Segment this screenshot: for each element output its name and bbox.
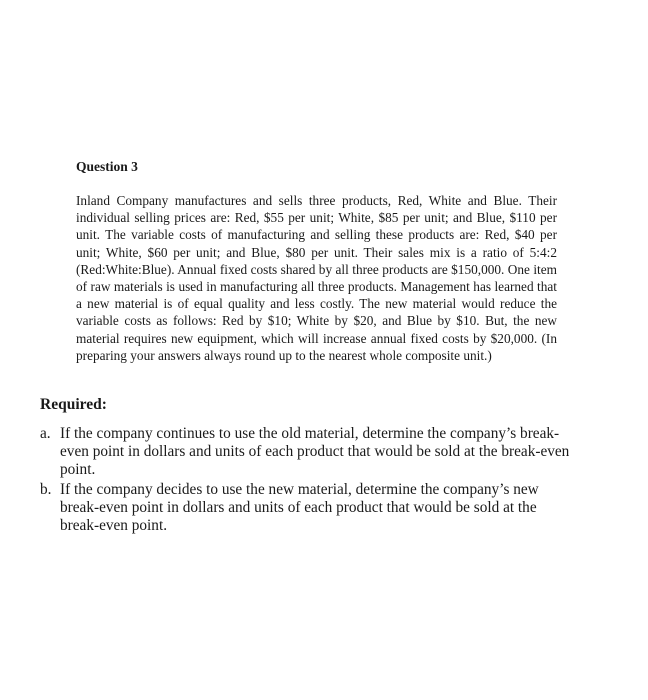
question-title: Question 3 [76,159,138,174]
required-item-a [40,425,572,479]
required-item-text: If the company decides to use the new material, determine the company’s new break-even point in dollars and units of each product that would be sold at the break-even point. [60,481,539,534]
required-item-b [40,481,572,535]
required-list [40,425,572,537]
required-item-text: If the company continues to use the old material, determine the company’s break-even point in dollars and units of each product that would be sold at the break-even point. [60,425,570,478]
required-heading: Required: [40,396,107,413]
question-body: Inland Company manufactures and sells three products, Red, White and Blue. Their individual selling prices are: Red, $55 per unit; White, $85 per unit; and Blue, $110 per unit. The variable costs of manufacturing and selling these products are: Red, $40 per unit; White, $60 per unit; and Blue, $80 per unit. Their sales mix is a ratio of 5:4:2 (Red:White:Blue). Annual fixed costs shared by all three products are $150,000. One item of raw materials is used in manufacturing all three products. Management has learned that a new material is of equal quality and less costly. The new material would reduce the variable costs as follows: Red by $10; White by $20, and Blue by $10. But, the new material requires new equipment, which will increase annual fixed costs by $20,000. (In preparing your answers always round up to the nearest whole composite unit.) [76,193,557,363]
required-item-marker: a. [40,425,51,442]
required-item-marker: b. [40,481,52,498]
